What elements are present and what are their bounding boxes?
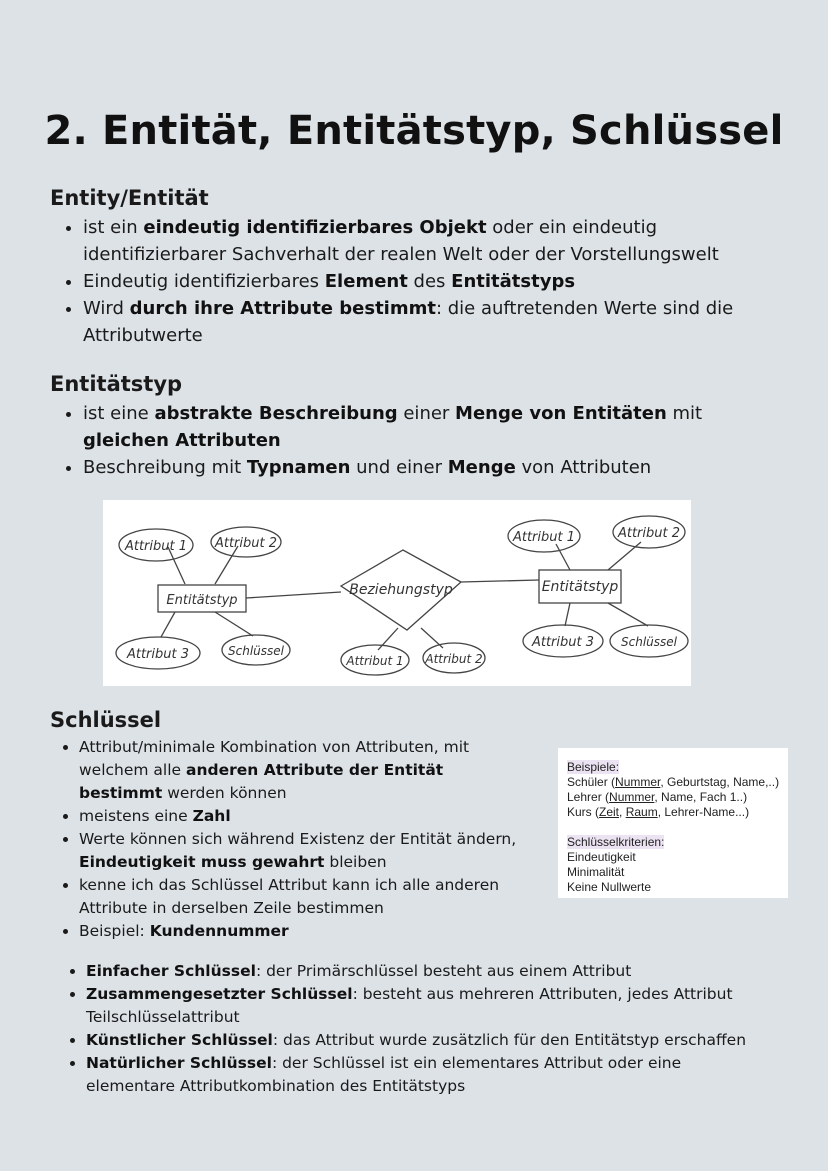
- key-section: [50, 708, 530, 943]
- key-types-section: [53, 960, 773, 1098]
- entity-section: [50, 186, 770, 349]
- entity-list: [50, 214, 770, 349]
- list-item: • ist ein eindeutig identifizierbares Objekt oder ein eindeutig identifizierbarer Sachverhalt der realen Welt oder der Vorstellungswelt: [83, 214, 770, 268]
- page-title: 2. Entität, Entitätstyp, Schlüssel: [44, 108, 784, 154]
- list-item: • Künstlicher Schlüssel: das Attribut wurde zusätzlich für den Entitätstyp erschaffen: [86, 1029, 773, 1052]
- list-item: • Zusammengesetzter Schlüssel: besteht aus mehreren Attributen, jedes Attribut Teilschlüsselattribut: [86, 983, 773, 1029]
- er-diagram-image: [103, 500, 691, 686]
- list-item: • kenne ich das Schlüssel Attribut kann ich alle anderen Attribute in derselben Zeile bestimmen: [79, 874, 530, 920]
- criteria-item: Eindeutigkeit: [567, 850, 636, 864]
- attr-label: Attribut 3: [531, 635, 595, 650]
- relation-label: Beziehungstyp: [349, 582, 453, 598]
- key-label: Schlüssel: [228, 644, 284, 658]
- criteria-label: Schlüsselkriterien:: [567, 835, 665, 849]
- key-list: [50, 736, 530, 943]
- attr-label: Attribut 1: [512, 530, 576, 545]
- attr-label: Attribut 2: [425, 652, 483, 666]
- entitytype-list: [50, 400, 770, 481]
- list-item: • Einfacher Schlüssel: der Primärschlüssel besteht aus einem Attribut: [86, 960, 773, 983]
- key-types-list: [53, 960, 773, 1098]
- criteria-item: Minimalität: [567, 865, 625, 879]
- list-item: • Attribut/minimale Kombination von Attributen, mit welchem alle anderen Attribute der Entität bestimmt werden können: [79, 736, 530, 805]
- entity-heading: Entity/Entität: [50, 186, 209, 210]
- example-line: Kurs (Zeit, Raum, Lehrer-Name...): [567, 805, 750, 819]
- list-item: • Wird durch ihre Attribute bestimmt: die auftretenden Werte sind die Attributwerte: [83, 295, 770, 349]
- attr-label: Attribut 3: [126, 647, 190, 662]
- examples-box: [558, 748, 788, 898]
- list-item: • Beispiel: Kundennummer: [79, 920, 530, 943]
- attr-label: Attribut 1: [124, 539, 188, 554]
- list-item: • meistens eine Zahl: [79, 805, 530, 828]
- list-item: • Natürlicher Schlüssel: der Schlüssel ist ein elementares Attribut oder eine elementare Attributkombination des Entitätstyps: [86, 1052, 773, 1098]
- entity-label: Entitätstyp: [166, 593, 238, 608]
- attr-label: Attribut 1: [346, 654, 404, 668]
- entitytype-heading: Entitätstyp: [50, 372, 183, 396]
- criteria-item: Keine Nullwerte: [567, 880, 652, 894]
- key-label: Schlüssel: [621, 635, 677, 649]
- example-line: Schüler (Nummer, Geburtstag, Name,..): [567, 775, 780, 789]
- list-item: • Werte können sich während Existenz der Entität ändern, Eindeutigkeit muss gewahrt bleiben: [79, 828, 530, 874]
- examples-label: Beispiele:: [567, 760, 620, 774]
- key-heading: Schlüssel: [50, 708, 162, 732]
- list-item: • Eindeutig identifizierbares Element des Entitätstyps: [83, 268, 770, 295]
- entitytype-section: [50, 372, 770, 481]
- attr-label: Attribut 2: [214, 536, 278, 551]
- entity-label: Entitätstyp: [541, 579, 619, 595]
- list-item: • Beschreibung mit Typnamen und einer Menge von Attributen: [83, 454, 770, 481]
- er-diagram: [103, 500, 691, 686]
- attr-label: Attribut 2: [617, 526, 681, 541]
- example-line: Lehrer (Nummer, Name, Fach 1..): [567, 790, 748, 804]
- list-item: • ist eine abstrakte Beschreibung einer Menge von Entitäten mit gleichen Attributen: [83, 400, 770, 454]
